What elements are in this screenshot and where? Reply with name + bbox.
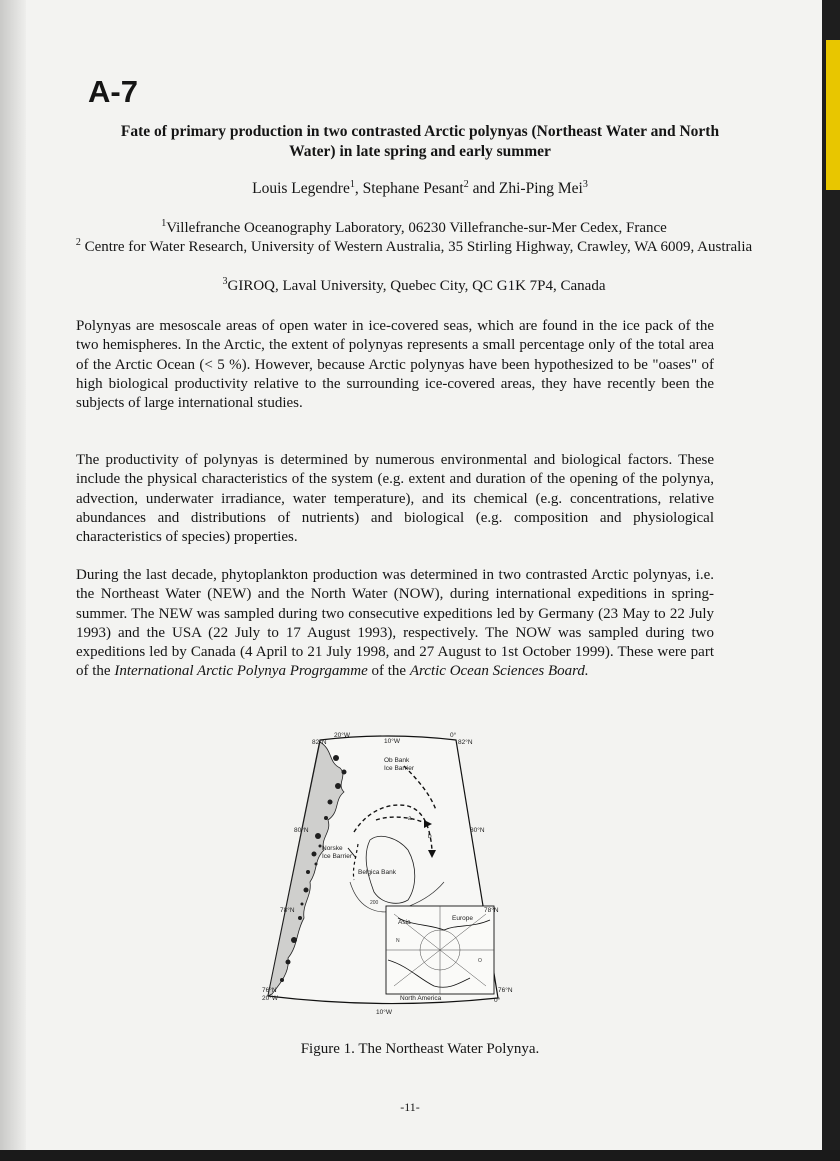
- author-affiliation-mark: 1: [349, 178, 355, 190]
- page-bottom-edge: [0, 1150, 840, 1161]
- author-separator: and: [468, 180, 499, 197]
- affiliation-mark: 2: [75, 237, 81, 248]
- norske-label: Norske: [322, 845, 343, 852]
- paper-title: Fate of primary production in two contrasted Arctic polynyas (Northeast Water and North Water) in late spring and early summer: [120, 123, 720, 160]
- author-affiliation-mark: 3: [582, 178, 588, 190]
- paragraph-text: of the: [367, 663, 410, 680]
- author-name: Louis Legendre: [252, 180, 350, 197]
- ice-barrier-label: Ice Barrier: [384, 765, 414, 772]
- map-lon-label-top: 10°W: [384, 738, 400, 745]
- ob-bank-label: Ob Bank: [384, 757, 410, 764]
- affiliation-1: [74, 219, 754, 238]
- map-lat-label-left: 76°N: [262, 987, 277, 994]
- affiliation-mark: 1: [161, 218, 167, 229]
- map-lat-label-left: 78°N: [280, 907, 295, 914]
- map-lat-label-right: 76°N: [498, 987, 513, 994]
- map-lat-label-right: 78°N: [484, 907, 499, 914]
- inset-n-label: N: [396, 938, 400, 944]
- paragraph-text: During the last decade, phytoplankton production was determined in two contrasted Arctic polynyas, i.e. the Northeast Water (NEW) and the North Water (NOW), during international expeditions in spring-summer. The NEW was sampled during two consecutive expeditions led by Germany (23 May to 22 July 1993) and the USA (22 July to 17 August 1993), respectively. The NOW was sampled during two expeditions led by Canada (4 April to 21 July 1998, and 27 August to 1st October 1999). These were part of the: [76, 567, 714, 680]
- affiliation-3: [74, 277, 754, 296]
- belgica-bank-label: Belgica Bank: [358, 869, 396, 876]
- map-lon-label-bottom: 20°W: [262, 995, 278, 1002]
- body-paragraph-1: Polynyas are mesoscale areas of open water in ice-covered seas, which are found in the ice pack of the two hemispheres. In the Arctic, the extent of polynyas represents a small percentage only of the total area of the Arctic Ocean (< 5 %). However, because Arctic polynyas have been hypothesized to be "oases" of high biological productivity relative to the surrounding ice-covered areas, they have recently been the subjects of large international studies.: [76, 318, 714, 412]
- norske-ice-barrier-label: Ice Barrier: [322, 853, 352, 860]
- map-lon-label-bottom: 10°W: [376, 1009, 392, 1016]
- affiliation-text: GIROQ, Laval University, Quebec City, QC G1K 7P4, Canada: [227, 278, 606, 294]
- program-name: International Arctic Polynya Progrgamme: [114, 663, 368, 680]
- board-name: Arctic Ocean Sciences Board.: [409, 663, 589, 680]
- map-lon-label-top: 0°: [450, 732, 457, 739]
- polynya-map-figure: [258, 728, 513, 1020]
- affiliation-2: [74, 238, 754, 257]
- map-lat-label-left: 80°N: [294, 827, 309, 834]
- author-affiliation-mark: 2: [463, 178, 469, 190]
- author-name: Zhi-Ping Mei: [498, 180, 583, 197]
- affiliation-mark: 3: [222, 276, 228, 287]
- inset-north-america-label: North America: [400, 995, 442, 1002]
- map-lat-label-right: 80°N: [470, 827, 485, 834]
- body-paragraph-3: [76, 566, 714, 682]
- body-paragraph-2: The productivity of polynyas is determined by numerous environmental and biological factors. These include the physical characteristics of the system (e.g. extent and duration of the opening of the polynya, advection, underwater irradiance, water temperature), and its chemical (e.g. concentrations, relative abundances and distributions of nutrients) and biological (e.g. composition and physiological characteristics of species) properties.: [76, 452, 714, 546]
- map-lat-label-right: 82°N: [458, 739, 473, 746]
- author-name: Stephane Pesant: [362, 180, 464, 197]
- map-lon-label-bottom: 0°: [494, 997, 501, 1004]
- affiliations-block: [74, 219, 754, 257]
- route-a-label: a: [408, 815, 412, 822]
- section-id: A-7: [88, 74, 138, 109]
- affiliation-text: Centre for Water Research, University of Western Australia, 35 Stirling Highway, Crawley, WA 6009, Australia: [80, 239, 753, 255]
- map-lon-label-top: 20°W: [334, 732, 350, 739]
- page-gutter-shadow: [0, 0, 26, 1150]
- author-separator: ,: [354, 180, 363, 197]
- figure-caption: Figure 1. The Northeast Water Polynya.: [300, 1041, 540, 1057]
- yellow-tab-marker: [826, 40, 840, 190]
- map-lat-label-left: 82°N: [312, 739, 327, 746]
- affiliation-text: Villefranche Oceanography Laboratory, 06230 Villefranche-sur-Mer Cedex, France: [166, 220, 667, 236]
- author-line: [120, 180, 720, 198]
- inset-asia-label: Asia: [398, 919, 411, 926]
- page-number: -11-: [400, 1100, 420, 1114]
- inset-europe-label: Europe: [452, 915, 473, 922]
- inset-o-label: O: [478, 958, 482, 964]
- route-b-label: b: [428, 833, 432, 840]
- depth-contour-label: 200: [370, 900, 379, 906]
